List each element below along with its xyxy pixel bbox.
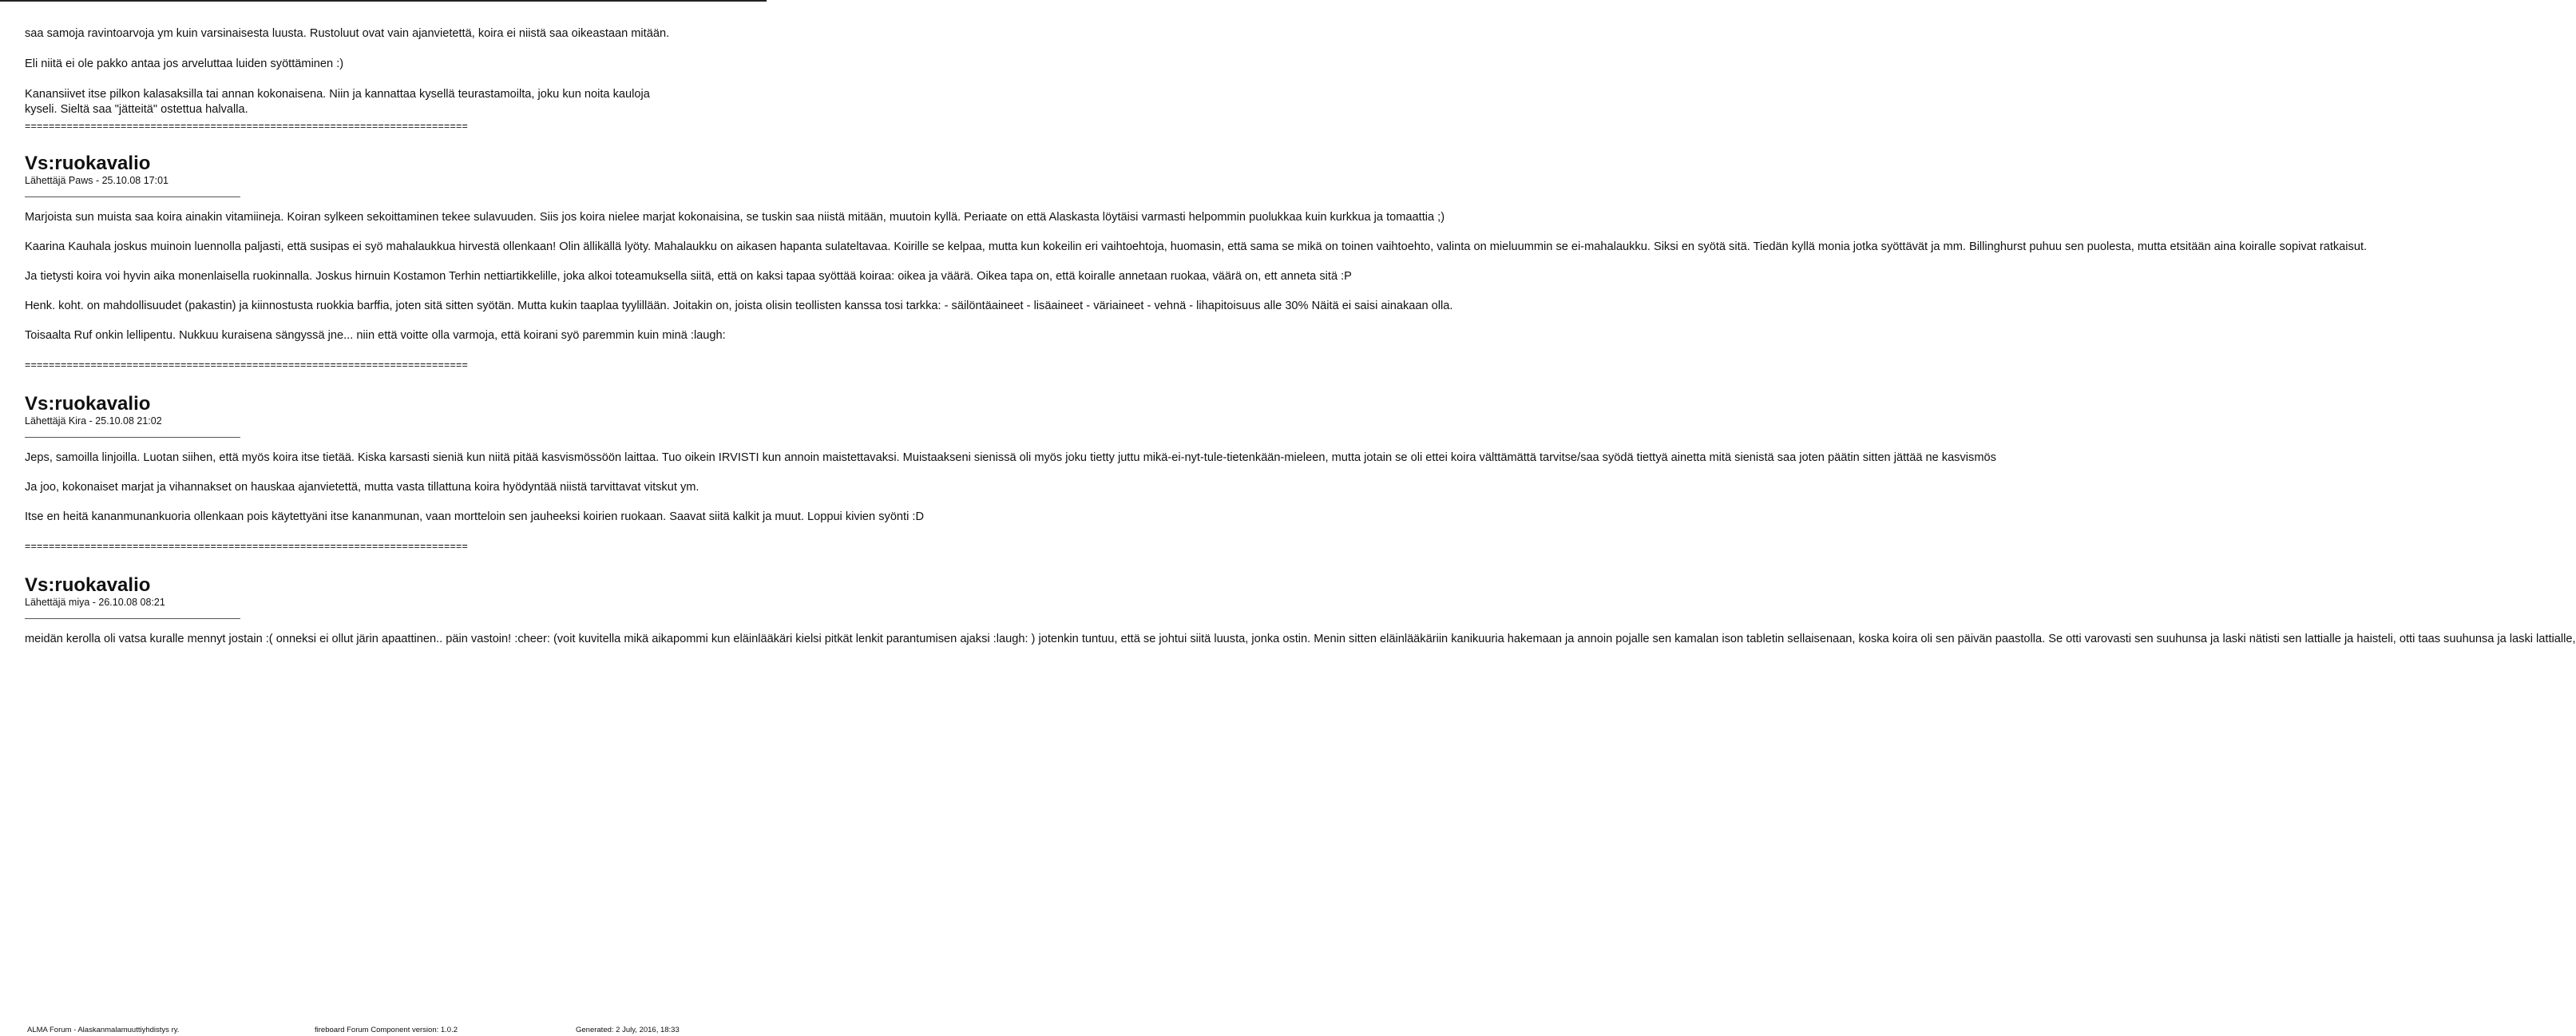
forum-post [25,393,1996,525]
footer-generated-date: Generated: 2 July, 2016, 18:33 [576,1026,680,1034]
intro-line: Kanansiivet itse pilkon kalasaksilla tai annan kokonaisena. Niin ja kannattaa kysellä teurastamoilta, joku kun noita kauloja [25,88,650,101]
post-meta: Lähettäjä Kira - 25.10.08 21:02 [25,415,162,427]
post-paragraph: meidän kerolla oli vatsa kuralle mennyt jostain :( onneksi ei ollut järin apaattinen.. päin vastoin! :cheer: (voit kuvitella mikä aikapommi kun eläinlääkäri kielsi pitkät lenkit parantumisen ajaksi :laugh: ) jotenkin tuntuu, että se johtui siitä luusta, jonka ostin. Menin sitten eläinlääkäriin kanikuuria hakemaan ja annoin pojalle sen kamalan ison tabletin sellaisenaan, koska koira oli sen päivän paastolla. Se otti varovasti sen suuhunsa ja laski nätisti sen lattialle ja haisteli, otti taas suuhunsa ja laski lattialle, [25,633,2576,645]
intro-line: kyseli. Sieltä saa "jätteitä" ostettua halvalla. [25,103,248,116]
post-paragraph: Jeps, samoilla linjoilla. Luotan siihen, että myös koira itse tietää. Kiska karsasti sieniä kun niitä pitää kasvismössöön laittaa. Tuo oikein IRVISTI kun annoin maistettavaksi. Muistaakseni sienissä oli myös joku tietty juttu mikä-ei-nyt-tule-tietenkään-mieleen, mutta jotain se oli ettei koira välttämättä tarvitse/saa syödä tiettyä ainetta mitä sienistä saa joten päätin sitten jättää ne kasvismös [25,451,1996,464]
intro-line: saa samoja ravintoarvoja ym kuin varsinaisesta luusta. Rustoluut ovat vain ajanvietettä, koira ei niistä saa oikeastaan mitään. [25,27,670,40]
page-footer [25,1026,767,1036]
post-meta: Lähettäjä miya - 26.10.08 08:21 [25,597,165,608]
post-separator: ========================================================================== [25,359,468,371]
footer-site-name: ALMA Forum - Alaskanmalamuuttiyhdistys ry. [27,1026,180,1034]
post-paragraph: Ja tietysti koira voi hyvin aika monenlaisella ruokinnalla. Joskus hirnuin Kostamon Terhin nettiartikkelille, joka alkoi toteamuksella siitä, että on kaksi tapaa syöttää koiraa: oikea ja väärä. Oikea tapa on, että koiralle annetaan ruokaa, väärä on, ett anneta sitä :P [25,270,1352,283]
post-paragraph: Itse en heitä kananmunankuoria ollenkaan pois käytettyäni itse kananmunan, vaan mortteloin sen jauheeksi koirien ruokaan. Saavat siitä kalkit ja muut. Loppui kivien syönti :D [25,510,924,523]
post-title: Vs:ruokavalio [25,153,151,174]
post-separator: ========================================================================== [25,541,468,552]
post-paragraph: Marjoista sun muista saa koira ainakin vitamiineja. Koiran sylkeen sekoittaminen tekee sulavuuden. Siis jos koira nielee marjat kokonaisina, se tuskin saa niistä mitään, muutoin kyllä. Periaate on että Alaskasta löytäisi varmasti helpommin puolukkaa kuin kurkkua ja tomaattia ;) [25,211,1445,224]
footer-component-version: fireboard Forum Component version: 1.0.2 [315,1026,458,1034]
forum-post [25,153,2368,343]
intro-line: Eli niitä ei ole pakko antaa jos arveluttaa luiden syöttäminen :) [25,58,344,70]
post-title: Vs:ruokavalio [25,574,151,596]
post-rule [25,437,240,438]
forum-post [25,574,2576,647]
post-separator: ========================================================================== [25,121,468,132]
post-paragraph: Henk. koht. on mahdollisuudet (pakastin) ja kiinnostusta ruokkia barffia, joten sitä sitten syötän. Mutta kukin taaplaa tyylillään. Joitakin on, joista olisin teollisten kanssa tosi tarkka: - säilöntäaineet - lisäaineet - väriaineet - vehnä - lihapitoisuus alle 30% Näitä ei saisi ainakaan olla. [25,300,1453,312]
post-title: Vs:ruokavalio [25,393,151,415]
document-body [25,26,2576,647]
post-paragraph: Kaarina Kauhala joskus muinoin luennolla paljasti, että susipas ei syö mahalaukkua hirvestä ollenkaan! Olin ällikällä lyöty. Mahalaukku on aikasen hapanta sulateltavaa. Koirille se kelpaa, mutta kun kokeilin eri vaihtoehtoja, huomasin, että sama se mikä on toinen vaihtoehto, valinta on mieluummin se ei-mahalaukku. Siksi en syötä sitä. Tiedän kyllä monia jotka syöttävät ja mm. Billinghurst puhuu sen puolesta, mutta etsitään aina koiralle sopivat ratkaisut. [25,240,2368,253]
post-paragraph: Ja joo, kokonaiset marjat ja vihannakset on hauskaa ajanvietettä, mutta vasta tillattuna koira hyödyntää niistä tarvittavat vitskut ym. [25,481,699,494]
post-rule [25,618,240,619]
post-rule [25,196,240,197]
top-border [0,0,767,2]
post-meta: Lähettäjä Paws - 25.10.08 17:01 [25,175,168,186]
post-paragraph: Toisaalta Ruf onkin lellipentu. Nukkuu kuraisena sängyssä jne... niin että voitte olla varmoja, että koirani syö paremmin kuin minä :laugh: [25,329,726,342]
